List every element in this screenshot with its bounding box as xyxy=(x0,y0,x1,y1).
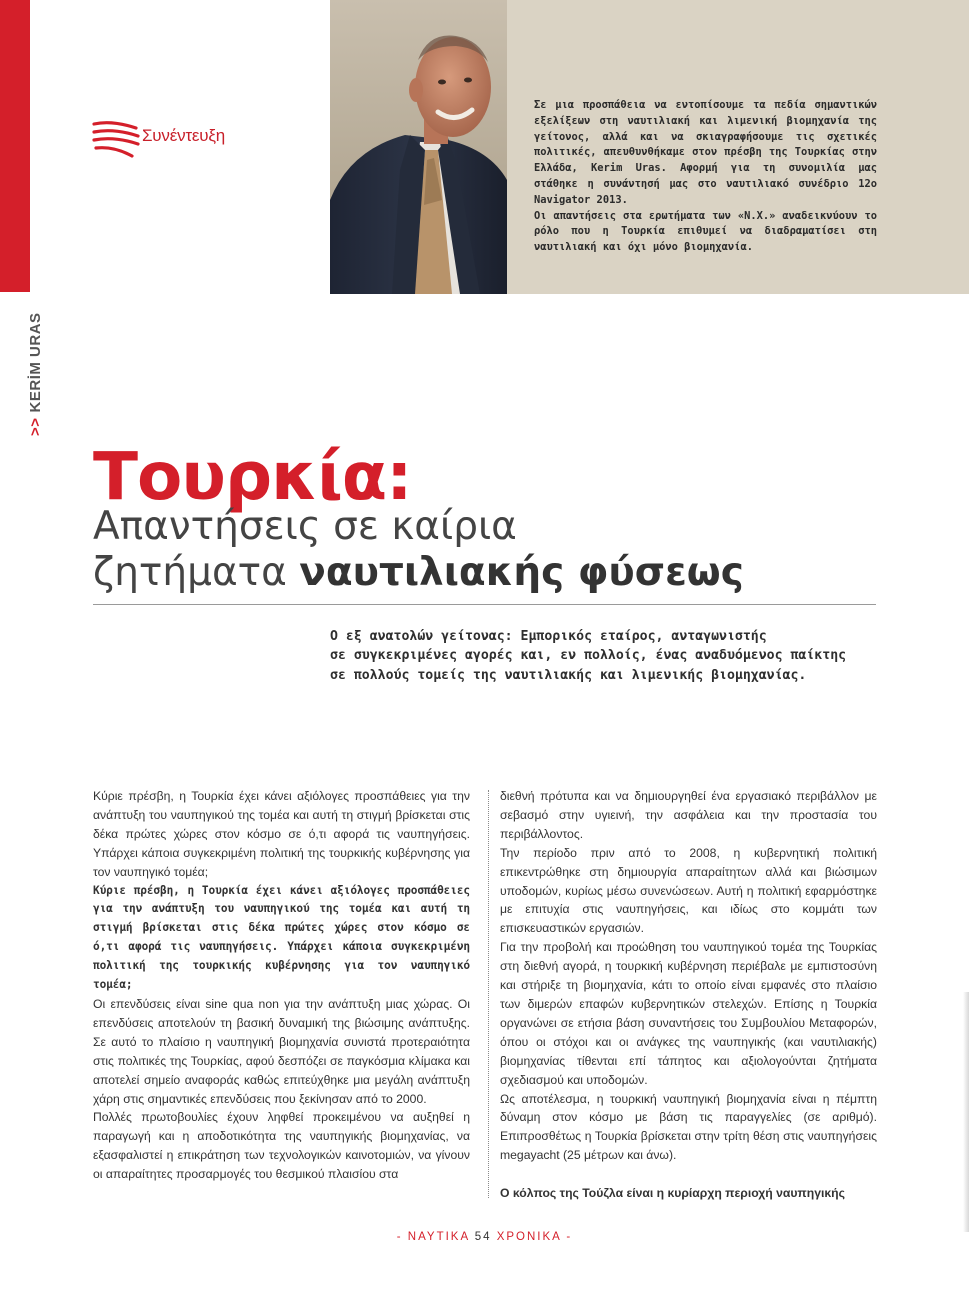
body-column-left xyxy=(93,787,470,1184)
interviewee-side-label xyxy=(27,312,44,436)
body-column-right xyxy=(500,787,877,1203)
title-colon: : xyxy=(386,438,412,515)
portrait-photo xyxy=(330,0,507,294)
subtitle-line-2 xyxy=(93,550,744,596)
lead-line: σε συγκεκριμένες αγορές και, εν πολλοίς, ένας αναδυόμενος παίκτης xyxy=(330,648,847,664)
page-footer xyxy=(0,1231,969,1243)
side-label-arrows: >> xyxy=(27,417,44,436)
interview-stripes-icon xyxy=(92,120,140,160)
title-main: Τουρκία xyxy=(93,438,387,515)
page-number: 54 xyxy=(474,1231,492,1243)
top-left-red-bar xyxy=(0,0,30,292)
body-paragraph: Την περίοδο πριν από το 2008, η κυβερνητική πολιτική επικεντρώθηκε στη δημιουργία απαραίτητων αλλά και βιώσιμων υποδομών, κυρίως μέσω συνενώσεων. Αυτή η πολιτική εφαρμόστηκε με επιτυχία στις ναυπηγήσεις, και ιδίως στο κομμάτι των επισκευαστικών εργασιών. xyxy=(500,845,877,936)
side-label-name: KERİM URAS xyxy=(27,312,44,413)
intro-paragraph: Οι απαντήσεις στα ερωτήματα των «Ν.Χ.» αναδεικνύουν το ρόλο που η Τουρκία επιθυμεί να διαδραματίσει στη ναυτιλιακή και όχι μόνο βιομηχανία. xyxy=(534,209,877,254)
body-paragraph: Κύριε πρέσβη, η Τουρκία έχει κάνει αξιόλογες προσπάθειες για την ανάπτυξη του ναυπηγικού της τομέα και αυτή τη στιγμή βρίσκεται στις δέκα πρώτες χώρες στον κόσμο σε ό,τι αφορά τις ναυπηγήσεις. Υπάρχει κάποια συγκεκριμένη πολιτική της τουρκικής κυβέρνησης για τον ναυπηγικό τομέα; xyxy=(93,789,470,879)
body-paragraph: Για την προβολή και προώθηση του ναυπηγικού τομέα της Τουρκίας στη διεθνή αγορά, η τουρκική κυβέρνηση περιέβαλε με εμπιστοσύνη και στήριξε τη βιομηχανία, κάτι το οποίο είναι εμφανές στο πλαίσιο των διμερών επαφών κυβερνητικών στελεχών. Επίσης η Τουρκία οργανώνει σε ετήσια βάση συναντήσεις του Συμβουλίου Μεταφορών, όπου οι στόχοι και οι ανάγκες της ναυπηγικής (και ναυτιλιακής) βιομηχανίας τίθενται επί τάπητος και αξιολογούνται ζητήματα σχεδιασμού και υποδομών. xyxy=(500,940,877,1087)
article-subtitle xyxy=(93,504,744,596)
body-paragraph: Ως αποτέλεσμα, η τουρκική ναυπηγική βιομηχανία είναι η πέμπτη δύναμη στον κόσμο με βάση τις παραγγελίες (σε αριθμό). Επιπροσθέτως η Τουρκία βρίσκεται στην τρίτη θέση στις ναυπηγήσεις megayacht (25 μέτρων και άνω). xyxy=(500,1091,877,1163)
lead-paragraph xyxy=(330,627,878,685)
subtitle-line-2-bold: ναυτιλιακής φύσεως xyxy=(299,550,744,595)
page-binding-edge xyxy=(963,992,969,1232)
portrait-illustration xyxy=(330,0,507,294)
footer-magazine-left: - ΝΑΥΤΙΚΑ xyxy=(396,1231,475,1243)
footer-magazine-right: ΧΡΟΝΙΚΑ - xyxy=(491,1231,573,1243)
column-divider xyxy=(488,790,489,1198)
lead-line: Ο εξ ανατολών γείτονας: Εμπορικός εταίρος, ανταγωνιστής xyxy=(330,629,767,644)
subtitle-line-1: Απαντήσεις σε καίρια xyxy=(93,504,517,549)
intro-text xyxy=(534,98,877,256)
title-rule xyxy=(93,604,876,605)
closing-heading: Ο κόλπος της Τούζλα είναι η κυρίαρχη περιοχή ναυπηγικής xyxy=(500,1186,845,1201)
section-label xyxy=(92,116,242,164)
body-paragraph: Πολλές πρωτοβουλίες έχουν ληφθεί προκειμένου να αυξηθεί η παραγωγή και η αποδοτικότητα της ναυπηγικής βιομηχανίας, να εξασφαλιστεί η επικράτηση των τεχνολογικών καινοτομιών, να γίνουν οι απαραίτητες προσαρμογές του θεσμικού πλαισίου στα xyxy=(93,1110,470,1182)
interview-question: Κύριε πρέσβη, η Τουρκία έχει κάνει αξιόλογες προσπάθειες για την ανάπτυξη του ναυπηγικού της τομέα και αυτή τη στιγμή βρίσκεται στις δέκα πρώτες χώρες στον κόσμο σε ό,τι αφορά τις ναυπηγήσεις. Υπάρχει κάποια συγκεκριμένη πολιτική της τουρκικής κυβέρνησης για τον ναυπηγικό τομέα; xyxy=(93,883,470,992)
body-paragraph: διεθνή πρότυπα και να δημιουργηθεί ένα εργασιακό περιβάλλον με σεβασμό στην υγιεινή, την ασφάλεια και την προστασία του περιβάλλοντος. xyxy=(500,789,877,841)
intro-paragraph: Σε μια προσπάθεια να εντοπίσουμε τα πεδία σημαντικών εξελίξεων στη ναυτιλιακή και λιμενική βιομηχανία της γείτονος, αλλά και να σκιαγραφήσουμε τις σχετικές πολιτικές, απευθυνθήκαμε στον πρέσβη της Τουρκίας στην Ελλάδα, Kerim Uras. Αφορμή για τη συνομιλία μας στάθηκε η συνάντησή μας στο ναυτιλιακό συνέδριο 12ο Navigator 2013. xyxy=(534,99,877,206)
body-paragraph: Οι επενδύσεις είναι sine qua non για την ανάπτυξη μιας χώρας. Οι επενδύσεις αποτελούν τη βασική δυναμική της βιώσιμης ανάπτυξης. Σε αυτό το πλαίσιο η ναυπηγική βιομηχανία συνιστά προτεραιότητα στις πολιτικές της Τουρκίας, αφού δεσπόζει σε παγκόσμια κλίμακα και αποτελεί σημείο αναφοράς καθώς επιτεύχθηκε μια μεγάλη ανάπτυξη χάρη στις σημαντικές επενδύσεις που ξεκίνησαν από το 2000. xyxy=(93,996,470,1106)
subtitle-line-2-regular: ζητήματα xyxy=(93,550,300,595)
section-label-text: Συνέντευξη xyxy=(142,126,226,145)
lead-line: σε πολλούς τομείς της ναυτιλιακής και λιμενικής βιομηχανίας. xyxy=(330,667,807,683)
